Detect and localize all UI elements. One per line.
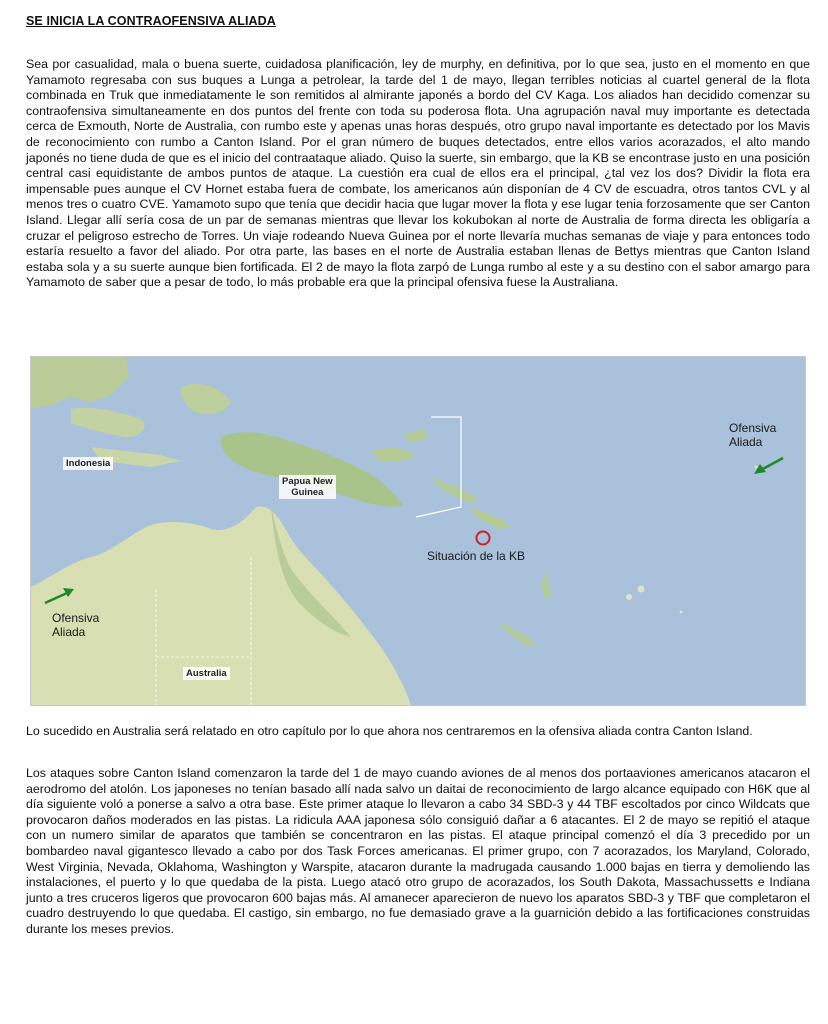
label-png-line2: Guinea [291, 487, 324, 498]
island-dot-2 [755, 466, 758, 469]
label-ofensiva-east-line1: Ofensiva [729, 421, 777, 435]
map-figure [30, 356, 806, 706]
fiji-island-2 [638, 586, 645, 593]
fiji-island-1 [626, 594, 632, 600]
label-kb-position: Situación de la KB [427, 549, 526, 563]
label-ofensiva-west-line1: Ofensiva [52, 611, 100, 625]
label-ofensiva-west-line2: Aliada [52, 625, 86, 639]
label-australia: Australia [183, 667, 230, 680]
label-ofensiva-east-line2: Aliada [729, 435, 763, 449]
island-dot-1 [680, 611, 683, 614]
intro-paragraph: Sea por casualidad, mala o buena suerte, cuidadosa planificación, ley de murphy, en definitiva, por lo que sea, justo en el momento en que Yamamoto regresaba con sus buques a Lunga a petrolear, la tarde del 1 de mayo, llegan terribles noticias al cuartel general de la flota combinada en Truk que inmediatamente le son remitidos al almirante japonés a bordo del CV Kaga. Los aliados han decidido comenzar su contraofensiva simultaneamente en dos puntos del frente con toda su poderosa flota. Una agrupación naval muy importante es detectada cerca de Exmouth, Norte de Australia, con rumbo este y apenas unas horas después, otro grupo naval importante es detectado por los Mavis de reconocimiento con rumbo a Canton Island. Por el gran número de buques detectados, entre ellos varios acorazados, el alto mando japonés no tiene duda de que es el inicio del contraataque aliado. Quiso la suerte, sin embargo, que la KB se encontrase justo en una posición central casi equidistante de ambos puntos de ataque. La cuestión era cual de ellos era el principal, ¿tal vez los dos? Dividir la flota era impensable pues aunque el CV Hornet estaba fuera de combate, los americanos aún disponían de 4 CV de escuadra, otros tantos CVL y al menos tres o cuatro CVE. Yamamoto supo que tenía que decidir hacia que lugar mover la flota y ese lugar tenia forzosamente que ser Canton Island. Llegar allí sería cosa de un par de semanas mientras que llevar los kokubokan al norte de Australia de forma directa les obligaría a cruzar el peligroso estrecho de Torres. Un viaje rodeando Nueva Guinea por el norte llevaría muchas semanas de viaje y para entonces todo estaría resuelto a favor del aliado. Por otra parte, las bases en el norte de Australia estaban llenas de Bettys mientras que Canton Island estaba sola y a su suerte aunque bien fortificada. El 2 de mayo la flota zarpó de Lunga rumbo al este y a su destino con el sabor amargo para Yamamoto de saber que a pesar de todo, lo más probable era que la principal ofensiva fuese la Australiana. [26, 57, 810, 290]
label-ofensiva-east [729, 421, 776, 449]
label-indonesia: Indonesia [63, 457, 113, 470]
label-ofensiva-west [52, 611, 99, 639]
australia-note-paragraph: Lo sucedido en Australia será relatado en otro capítulo por lo que ahora nos centraremos en la ofensiva aliada contra Canton Island. [26, 724, 753, 738]
label-papua-new-guinea [279, 475, 336, 499]
page-title: SE INICIA LA CONTRAOFENSIVA ALIADA [26, 14, 276, 28]
map-graphic [31, 357, 805, 705]
label-png-line1: Papua New [282, 476, 333, 487]
canton-attack-paragraph: Los ataques sobre Canton Island comenzaron la tarde del 1 de mayo cuando aviones de al menos dos portaaviones americanos atacaron el aerodromo del atolón. Los japoneses no tenían basado allí nada salvo un daitai de reconocimiento de largo alcance equipado con H6K que al día siguiente voló a ponerse a salvo a otra base. Este primer ataque lo llevaron a cabo 34 SBD-3 y 44 TBF escoltados por cinco Wildcats que provocaron daños moderados en las pistas. La ridicula AAA japonesa sólo consiguió dañar a 6 atacantes. El 2 de mayo se repitió el ataque con un numero similar de aparatos que también se concentraron en las pistas. El ataque principal comenzó el día 3 precedido por un bombardeo naval gigantesco llevado a cabo por dos Task Forces americanas. El primer grupo, con 7 acorazados, los Maryland, Colorado, West Virginia, Nevada, Oklahoma, Washington y Warspite, atacaron durante la madrugada causando 1.000 bajas en tierra y demoliendo las instalaciones, el puerto y lo que quedaba de la pista. Luego atacó otro grupo de acorazados, los South Dakota, Massachussetts e Indiana junto a tres cruceros ligeros que provocaron 600 bajas más. Al amanecer aparecieron de nuevo los aparatos SBD-3 y TBF que completaron el cuadro destruyendo lo que quedaba. El castigo, sin embargo, no fue demasiado grave a la guarnición debido a las fortificaciones construidas durante los meses previos. [26, 766, 810, 936]
